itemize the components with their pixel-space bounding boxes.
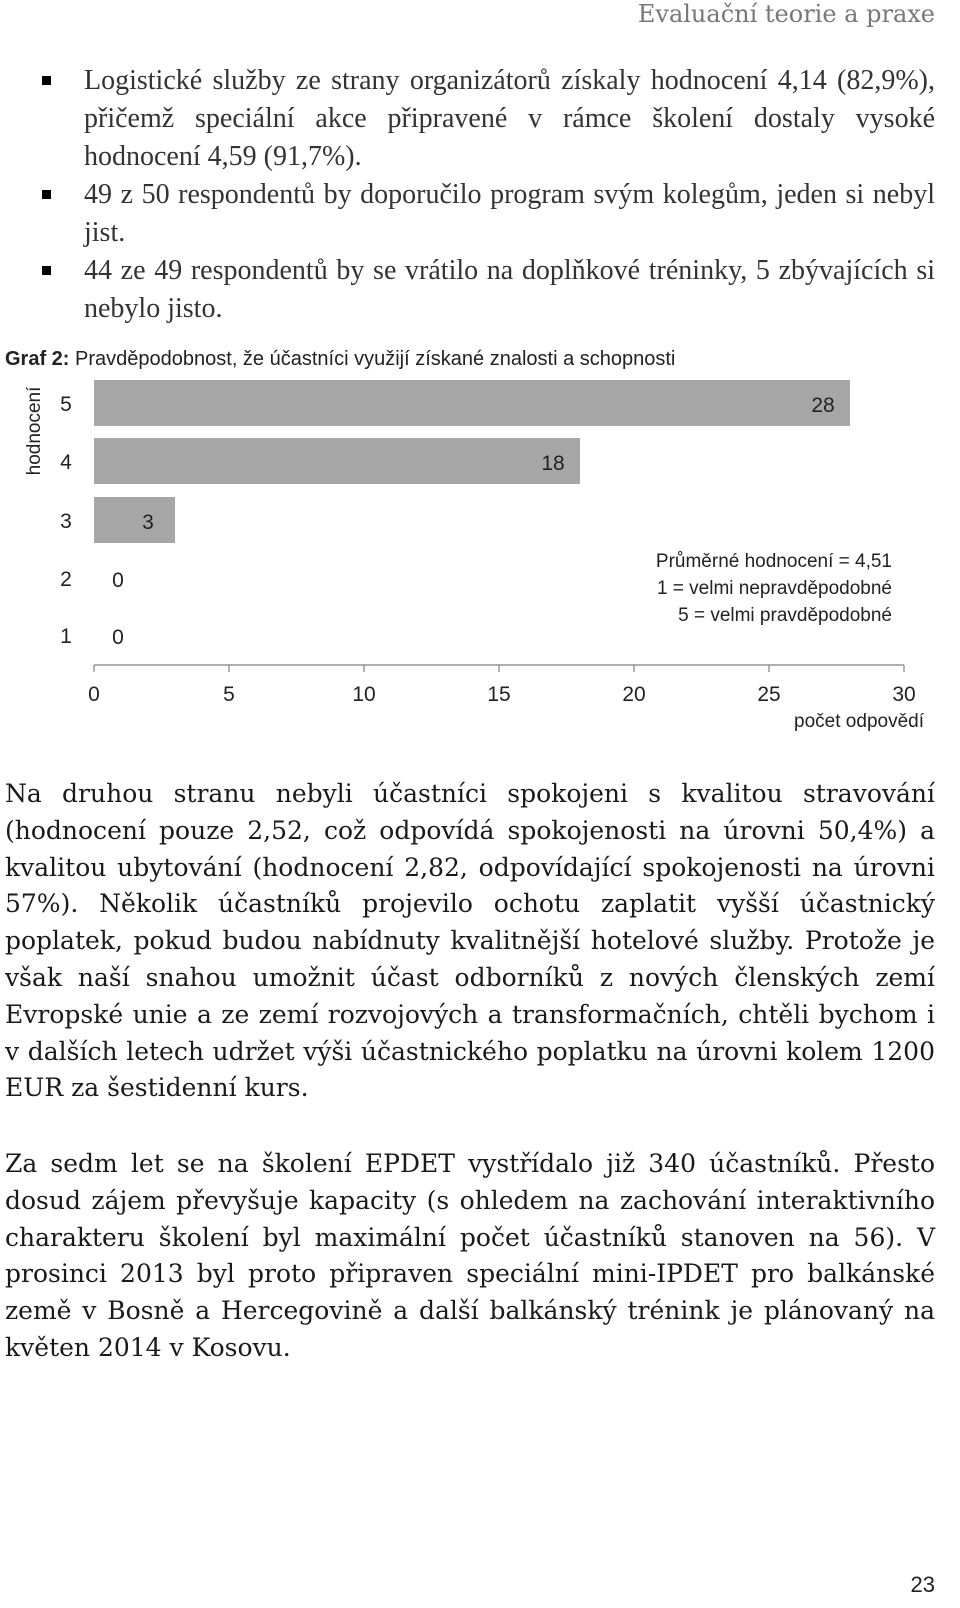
figure-caption	[5, 348, 675, 371]
bar-value-label: 0	[112, 626, 124, 649]
square-bullet-icon	[42, 76, 51, 85]
bar-chart	[0, 375, 960, 765]
y-tick-label: 2	[60, 568, 72, 591]
body-paragraph: Za sedm let se na školení EPDET vystřídalo již 340 účastníků. Přesto dosud zájem převyšuje kapacity (s ohledem na zachování interaktivního charakteru školení byl maximální počet účastníků stanoven na 56). V prosinci 2013 byl proto připraven speciální mini-IPDET pro balkánské země v Bosně a Hercegovině a další balkánský trénink je plánovaný na květen 2014 v Kosovu.	[5, 1149, 935, 1362]
running-header: Evaluační teorie a praxe	[637, 0, 935, 28]
square-bullet-icon	[42, 266, 51, 275]
bullet-text: Logistické služby ze strany organizátorů získaly hodnocení 4,14 (82,9%), přičemž speciální akce připravené v rámce školení dostaly vysoké hodnocení 4,59 (91,7%).	[84, 65, 935, 172]
y-tick-label: 5	[60, 393, 72, 416]
x-tick-label: 0	[88, 683, 100, 706]
x-tick-label: 15	[487, 683, 511, 706]
y-tick-label: 3	[60, 510, 72, 533]
bullet-item	[0, 176, 935, 252]
bar-value-label: 3	[142, 511, 154, 534]
figure-title: Pravděpodobnost, že účastníci využijí získané znalosti a schopnosti	[75, 348, 676, 370]
x-tick-label: 20	[622, 683, 646, 706]
y-tick-label: 1	[60, 625, 72, 648]
x-axis-title: počet odpovědí	[794, 711, 924, 732]
chart-annotation: Průměrné hodnocení = 4,51	[655, 551, 892, 572]
bar-value-label: 0	[112, 569, 124, 592]
square-bullet-icon	[42, 190, 51, 199]
x-tick-label: 25	[757, 683, 781, 706]
y-axis-title: hodnocení	[24, 386, 45, 476]
bar-4	[94, 438, 580, 484]
bullet-list	[0, 62, 935, 328]
page-number: 23	[910, 1572, 935, 1597]
bullet-text: 44 ze 49 respondentů by se vrátilo na doplňkové tréninky, 5 zbývajících si nebylo jisto.	[84, 255, 935, 324]
y-tick-label: 4	[60, 451, 72, 474]
bullet-item	[0, 252, 935, 328]
bar-5	[94, 380, 850, 426]
bullet-item	[0, 62, 935, 176]
x-tick-label: 5	[223, 683, 235, 706]
x-tick-label: 30	[892, 683, 916, 706]
body-paragraph: Na druhou stranu nebyli účastníci spokojeni s kvalitou stravování (hodnocení pouze 2,52, což odpovídá spokojenosti na úrovni 50,4%) a kvalitou ubytování (hodnocení 2,82, odpovídající spokojenosti na úrovni 57%). Několik účastníků projevilo ochotu zaplatit vyšší účastnický poplatek, pokud budou nabídnuty kvalitnější hotelové služby. Protože je však naší snahou umožnit účast odborníků z nových členských zemí Evropské unie a ze zemí rozvojových a transformačních, chtěli bychom i v dalších letech udržet výši účastnického poplatku na úrovni kolem 1200 EUR za šestidenní kurs.	[5, 779, 935, 1103]
x-tick-label: 10	[352, 683, 376, 706]
bar-value-label: 18	[541, 452, 565, 475]
chart-annotation: 5 = velmi pravděpodobné	[678, 605, 892, 626]
bullet-text: 49 z 50 respondentů by doporučilo program svým kolegům, jeden si nebyl jist.	[84, 179, 935, 248]
chart-annotation: 1 = velmi nepravděpodobné	[656, 578, 892, 599]
figure-label: Graf 2:	[5, 348, 70, 370]
bar-3	[94, 497, 175, 543]
bar-value-label: 28	[811, 394, 835, 417]
